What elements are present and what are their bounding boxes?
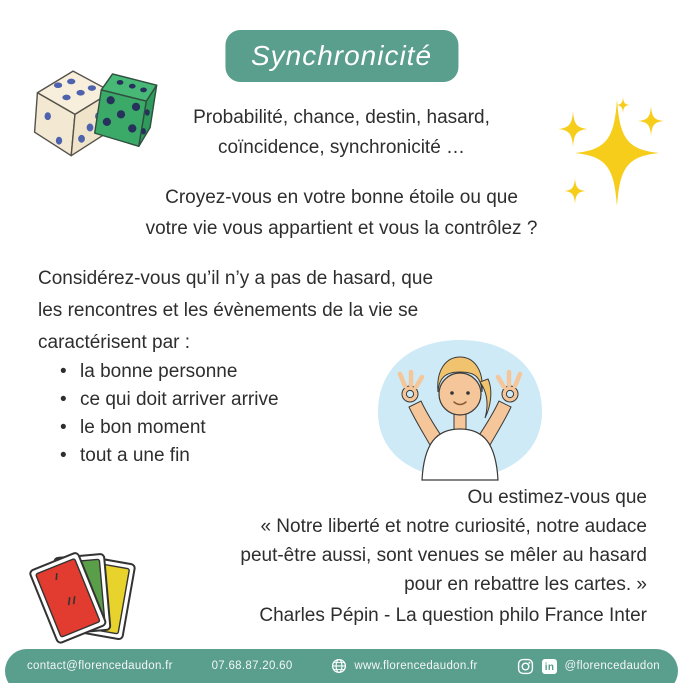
question-line-1: Croyez-vous en votre bonne étoile ou que [165,187,518,208]
list-item: • tout a une fin [60,442,279,470]
list-item: • ce qui doit arriver arrive [60,386,279,414]
quote-line-2: peut-être aussi, sont venues se mêler au hasard [240,545,647,566]
quote-intro: Ou estimez-vous que [467,487,647,508]
intro-line-2: coïncidence, synchronicité … [217,137,466,158]
consider-line-1: Considérez-vous qu’il n’y a pas de hasard, que [38,268,434,289]
footer-social [517,658,660,675]
quote-line-3: pour en rebattre les cartes. » [404,574,647,595]
woman-ok-gesture-icon [374,332,546,482]
linkedin-icon[interactable] [541,658,558,675]
footer-website[interactable] [331,658,477,674]
globe-icon [331,658,347,674]
question-paragraph [0,182,683,244]
intro-line-1: Probabilité, chance, destin, hasard, [193,107,490,128]
page-title: Synchronicité [250,40,433,71]
svg-text:in: in [544,661,554,673]
list-item: • la bonne personne [60,358,279,386]
consider-line-2: les rencontres et les évènements de la vie se [38,300,419,321]
instagram-icon[interactable] [517,658,534,675]
consider-line-3: caractérisent par : [38,332,191,353]
quote-attribution: Charles Pépin - La question philo France Inter [259,605,647,626]
intro-paragraph [0,103,683,163]
footer-bar [5,649,678,683]
question-line-2: votre vie vous appartient et vous la contrôlez ? [145,218,538,239]
footer-email[interactable]: contact@florencedaudon.fr [27,660,173,672]
playing-cards-icon [26,544,144,656]
footer-phone[interactable]: 07.68.87.20.60 [211,660,293,672]
title-badge [225,30,458,82]
quote-line-1: « Notre liberté et notre curiosité, notre audace [260,516,647,537]
quote-block [240,483,647,630]
footer-website-label: www.florencedaudon.fr [354,660,478,672]
footer-social-handle[interactable]: @florencedaudon [564,660,660,672]
list-item: • le bon moment [60,414,279,442]
bullet-list [60,358,279,470]
